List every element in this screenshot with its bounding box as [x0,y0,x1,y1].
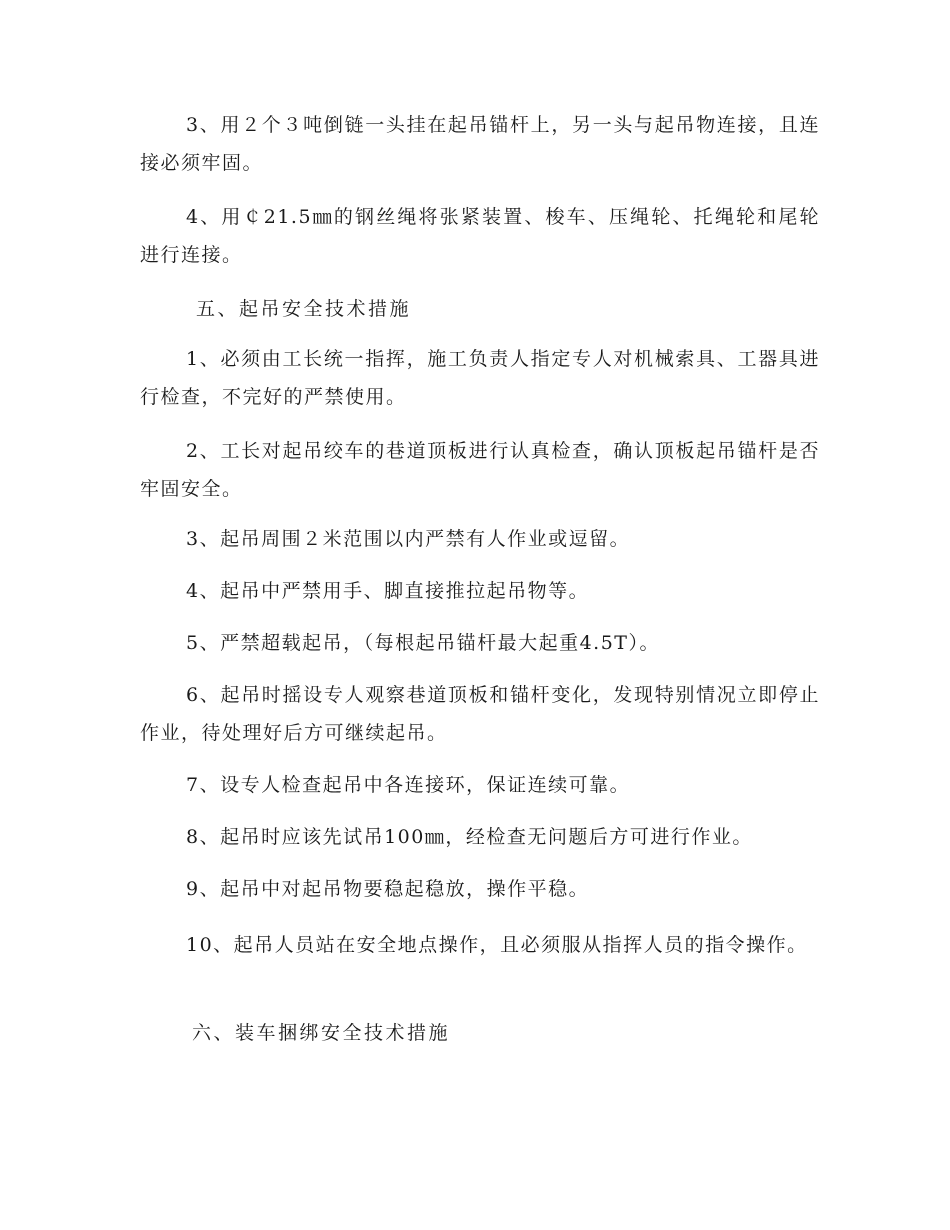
paragraph-lifting-9: 9、起吊中对起吊物要稳起稳放，操作平稳。 [186,878,590,900]
section-heading-loading-binding: 六、装车捆绑安全技术措施 [192,1022,451,1044]
paragraph-lifting-2: 2、工长对起吊绞车的巷道顶板进行认真检查，确认顶板起吊锚杆是否牢固安全。 [140,440,820,500]
paragraph-lifting-7: 7、设专人检查起吊中各连接环，保证连续可靠。 [186,774,631,796]
paragraph-lifting-6: 6、起吊时摇设专人观察巷道顶板和锚杆变化，发现特别情况立即停止作业，待处理好后方可继续起吊。 [140,684,820,744]
section-heading-lifting-safety: 五、起吊安全技术措施 [196,298,412,320]
paragraph-lifting-1: 1、必须由工长统一指挥，施工负责人指定专人对机械索具、工器具进行检查，不完好的严禁使用。 [140,348,820,408]
paragraph-lifting-4: 4、起吊中严禁用手、脚直接推拉起吊物等。 [186,580,590,602]
paragraph-lifting-10: 10、起吊人员站在安全地点操作，且必须服从指挥人员的指令操作。 [186,934,808,956]
paragraph-lifting-8: 8、起吊时应该先试吊100㎜，经检查无问题后方可进行作业。 [186,826,753,848]
paragraph-item-3-chain-hoist: 3、用２个３吨倒链一头挂在起吊锚杆上，另一头与起吊物连接，且连接必须牢固。 [140,114,820,174]
paragraph-item-4-wire-rope: 4、用￠21.5㎜的钢丝绳将张紧装置、梭车、压绳轮、托绳轮和尾轮进行连接。 [140,206,820,266]
paragraph-lifting-5: 5、严禁超载起吊，（每根起吊锚杆最大起重4.5T）。 [186,632,660,654]
paragraph-lifting-3: 3、起吊周围２米范围以内严禁有人作业或逗留。 [186,528,631,550]
